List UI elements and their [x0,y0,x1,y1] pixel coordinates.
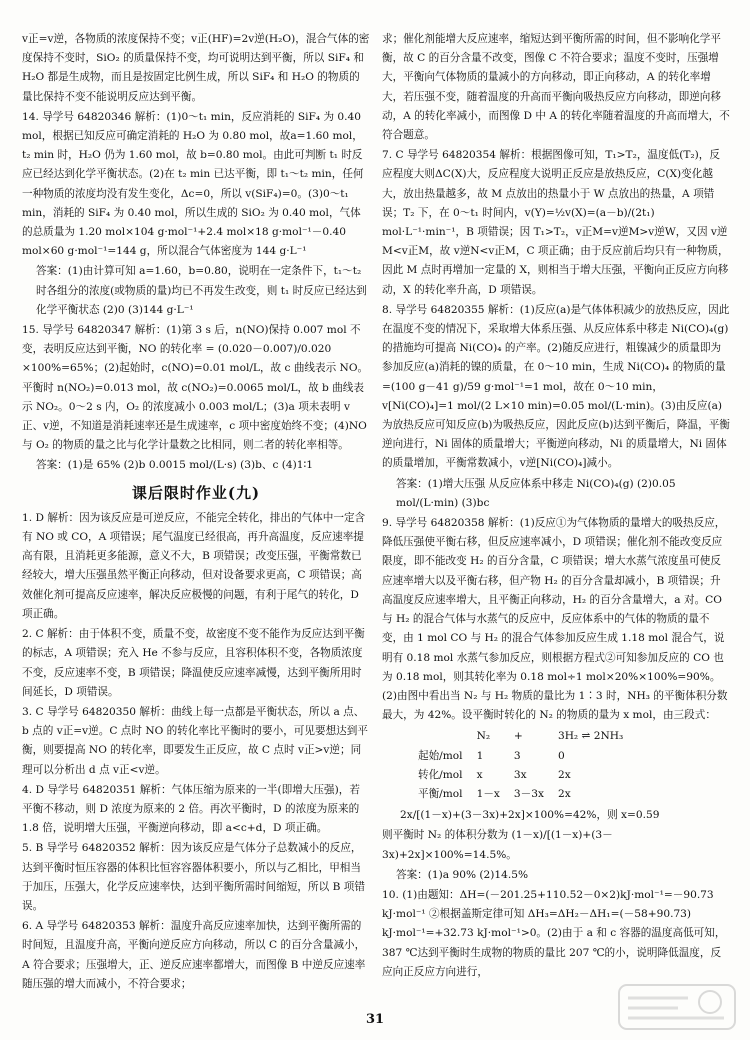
item-5: 5. B 导学号 64820352 解析：因为该反应是气体分子总数减小的反应，达到平衡时恒压容器的体积比恒容容器体积要小，所以与乙相比，甲相当于加压，压强大，化学反应速率快，达到平衡所需时间缩短，所以 B 项错误。 [22,842,365,912]
ice-table-header [418,727,637,746]
ice-table-cell: 0 [557,749,565,762]
ice-table-row [418,747,637,766]
right-column [382,30,730,983]
ice-table [418,727,637,804]
item-8: 8. 导学号 64820355 解析：(1)反应(a)是气体体积减少的放热反应，因此在温度不变的情况下，采取增大体系压强、从反应体系中移走 Ni(CO)₄(g) 的措施均可提高 Ni(CO)₄ 的产率。(2)随反应进行，粗镍减少的质量即为参加反应(a)消耗的镍的质量，在 0～10 min，生成 Ni(CO)₄ 的物质的量=(100 g－41 g)/59 g·mol⁻¹=1 mol，故在 0～10 min，v[Ni(CO)₄]=1 mol/(2 L×10 min)=0.05 mol/(L·min)。(3)由反应(a)为放热反应可知反应(b)为吸热反应，因此反应(b)达到平衡后，降温，平衡逆向进行，Ni 固体的质量增大；平衡逆向移动，Ni 的质量增大，Ni 固体的质量增加，平衡常数减小，v逆[Ni(CO)₄]减小。 [382,303,730,470]
ice-table-cell: 1－x [476,787,500,800]
item-14-analysis: 14. 导学号 64820346 解析：(1)0～t₁ min，反应消耗的 SiF₄ 为 0.40 mol，根据已知反应可确定消耗的 H₂O 为 0.80 mol，故a=1.60 mol，t₂ min 时，H₂O 仍为 1.60 mol，故 b=0.80 mol。由此可判断 t₁ 时反应已经达到化学平衡状态。(2)在 t₂ min 已达平衡，即 t₁～t₂ min，任何一种物质的浓度均没有发生变化，Δc=0，所以 v(SiF₄)=0。(3)0～t₁ min，消耗的 SiF₄ 为 0.40 mol，所以生成的 SiO₂ 为 0.40 mol，气体的总质量为 1.20 mol×104 g·mol⁻¹+2.4 mol×18 g·mol⁻¹－0.40 mol×60 g·mol⁻¹=144 g，所以混合气体密度为 144 g·L⁻¹ [22,110,364,258]
item-7: 7. C 导学号 64820354 解析：根据图像可知，T₁>T₂，温度低(T₂)，反应程度大则ΔC(X)大，反应程度大说明正反应是放热反应，C(X)变化越大，放出热量越多，故 M 点放出的热量小于 W 点放出的热量，A 项错误；T₂ 下，在 0～t₁ 时间内，v(Y)=½v(X)=(a－b)/(2t₁) mol·L⁻¹·min⁻¹，B 项错误；因 T₁>T₂，v正M=v逆M>v逆W，又因 v逆M<v正M，故 v逆N<v正M，C 项正确；由于反应前后均只有一种物质，因此 M 点时再增加一定量的 X，则相当于增大压强，平衡向正反应方向移动，X 的转化率升高，D 项错误。 [382,149,729,296]
section-title: 课后限时作业(九) [131,483,261,502]
item-15-analysis: 15. 导学号 64820347 解析：(1)第 3 s 后，n(NO)保持 0.007 mol 不变，表明反应达到平衡，NO 的转化率 = (0.020－0.007)/0.020 ×100%=65%；(2)起始时，c(NO)=0.01 mol/L，故 c 曲线表示 NO。平衡时 n(NO₂)=0.013 mol，故 c(NO₂)=0.0065 mol/L，故 b 曲线表示 NO₂。0～2 s 内，O₂ 的浓度减小 0.003 mol/L；(3)a 项未表明 v正、v逆，不知道是消耗速率还是生成速率，c 项中密度始终不变；(4)NO 与 O₂ 的物质的量之比与化学计量数之比相同，则二者的转化率相等。 [22,324,369,452]
ice-table-cell [418,727,477,746]
item-14-answer: 答案：(1)由计算可知 a=1.60，b=0.80，说明在一定条件下，t₁～t₂ 时各组分的浓度(或物质的量)均已不再发生改变，则 t₁ 时反应已经达到化学平衡状态 (2)0 (3)144 g·L⁻¹ [36,265,367,316]
item-6-end: 求；催化剂能增大反应速率，缩短达到平衡所需的时间，但不影响化学平衡，故 C 的百分含量不改变，图像 C 不符合要求；温度不变时，压强增大，平衡向气体物质的量减小的方向移动，即正向移动，A 的转化率增大，若压强不变，随着温度的升高而平衡向吸热反应方向移动，即逆向移动，A 的转化率减小，而图像 D 中 A 的转化率随着温度的升高而增大，不符合题意。 [382,33,730,142]
ice-table-cell: 3H₂ ⇌ 2NH₃ [557,730,624,743]
ice-table-row [418,766,637,785]
ice-table-cell: 起始/mol [418,749,463,762]
ice-table-cell: 3x [513,768,527,781]
item-15-answer: 答案：(1)是 65% (2)b 0.0015 mol/(L·s) (3)b、c (4)1∶1 [36,459,314,472]
ice-table-row [418,785,637,804]
ice-table-cell: 3－3x [513,787,544,800]
item-9-answer: 答案：(1)a 90% (2)14.5% [396,868,529,881]
item-8-answer: 答案：(1)增大压强 从反应体系中移走 Ni(CO)₄(g) (2)0.05 mol/(L·min) (3)bc [396,477,676,509]
page-number: 31 [365,1012,385,1027]
item-9: 9. 导学号 64820358 解析：(1)反应①为气体物质的量增大的吸热反应，降低压强使平衡右移，但反应速率减小，D 项错误；催化剂不能改变反应限度，即不能改变 H₂ 的百分含量，C 项错误；增大水蒸气浓度虽可使反应速率增大以及平衡右移，但产物 H₂ 的百分含量却减小，B 项错误；升高温度反应速率增大，且平衡正向移动，H₂ 的百分含量增大，a 对。CO 与 H₂ 的混合气体与水蒸气的反应中，反应体系中的气体的物质的量不变，由 1 mol CO 与 H₂ 的混合气体参加反应生成 1.18 mol 混合气，说明有 0.18 mol 水蒸气参加反应，则根据方程式②可知参加反应的 CO 也为 0.18 mol，则其转化率为 0.18 mol÷1 mol×20%×100%=90%。(2)由图中看出当 N₂ 与 H₂ 物质的量比为 1∶3 时，NH₃ 的平衡体积分数最大，为 42%。设平衡时转化的 N₂ 的物质的量为 x mol，由三段式： [382,517,728,722]
item-10: 10. (1)由题知：ΔH=(－201.25+110.52－0×2)kJ·mol⁻¹=－90.73 kJ·mol⁻¹ ②根据盖斯定律可知 ΔH₃=ΔH₂－ΔH₁=(－58+90.73) kJ·mol⁻¹=+32.73 kJ·mol⁻¹>0。(2)由于 a 和 c 容器的温度高低可知，387 ℃达到平衡时生成物的物质的量比 207 ℃的小，说明降低温度，反应向正反应方向进行， [382,888,726,978]
ice-table-cell: 1 [476,749,484,762]
item-6: 6. A 导学号 64820353 解析：温度升高反应速率加快，达到平衡所需的时间短，且温度升高，平衡向逆反应方向移动，所以 C 的百分含量减小，A 符合要求；压强增大，正、逆反应速率都增大，而图像 B 中逆反应速率随压强的增大而减小，不符合要求； [22,920,366,990]
ice-table-cell: 3 [513,749,521,762]
item-2: 2. C 解析：由于体积不变，质量不变，故密度不变不能作为反应达到平衡的标志，A 项错误；充入 He 不参与反应，且容积体积不变，各物质浓度不变，反应速率不变，B 项错误；降温使反应速率减慢，达到平衡所用时间延长，D 项错误。 [22,628,365,698]
ice-table-cell: N₂ [476,730,491,743]
left-column [22,30,370,995]
paragraph-13-end: v正=v逆，各物质的浓度保持不变；v正(HF)=2v逆(H₂O)，混合气体的密度保持不变时，SiO₂ 的质量保持不变，均可说明达到平衡，所以 SiF₄ 和 H₂O 都是生成物，而且是按固定比例生成，所以 SiF₄ 和 H₂O 的物质的量比保持不变不能说明反应达到平衡。 [22,33,370,103]
ice-table-cell: + [513,730,523,743]
ice-table-cell: 转化/mol [418,768,463,781]
equation-2: 则平衡时 N₂ 的体积分数为 (1－x)/[(1－x)+(3－3x)+2x]×100%=14.5%。 [382,829,613,861]
ice-table-cell: 2x [557,787,571,800]
equation-1: 2x/[(1－x)+(3－3x)+2x]×100%=42%，则 x=0.59 [400,809,660,822]
watermark-logo [618,984,736,1030]
ice-table-cell: 平衡/mol [418,787,463,800]
ice-table-cell: x [476,768,483,781]
item-3: 3. C 导学号 64820350 解析：曲线上每一点都是平衡状态，所以 a 点、b 点的 v正=v逆。C 点时 NO 的转化率比平衡时的要小，可见要想达到平衡，则要提高 NO 的转化率，即要发生正反应，故 C 点时 v正>v逆；同理可以分析出 d 点 v正<v逆。 [22,705,368,776]
item-1: 1. D 解析：因为该反应是可逆反应，不能完全转化，排出的气体中一定含有 NO 或 CO，A 项错误；尾气温度已经很高，再升高温度，反应速率提高有限，且消耗更多能源，意义不大，B 项错误；改变压强，平衡常数已经较大，增大压强虽然平衡正向移动，但对设备要求更高，C 项错误；高效催化剂可提高反应速率，解决反应极慢的问题，有利于尾气的转化，D 项正确。 [22,511,366,620]
item-4: 4. D 导学号 64820351 解析：气体压缩为原来的一半(即增大压强)，若平衡不移动，则 D 浓度为原来的 2 倍。再次平衡时，D 的浓度为原来的 1.8 倍，说明增大压强，平衡逆向移动，即 a<c+d，D 项正确。 [22,783,360,835]
ice-table-cell: 2x [557,768,571,781]
